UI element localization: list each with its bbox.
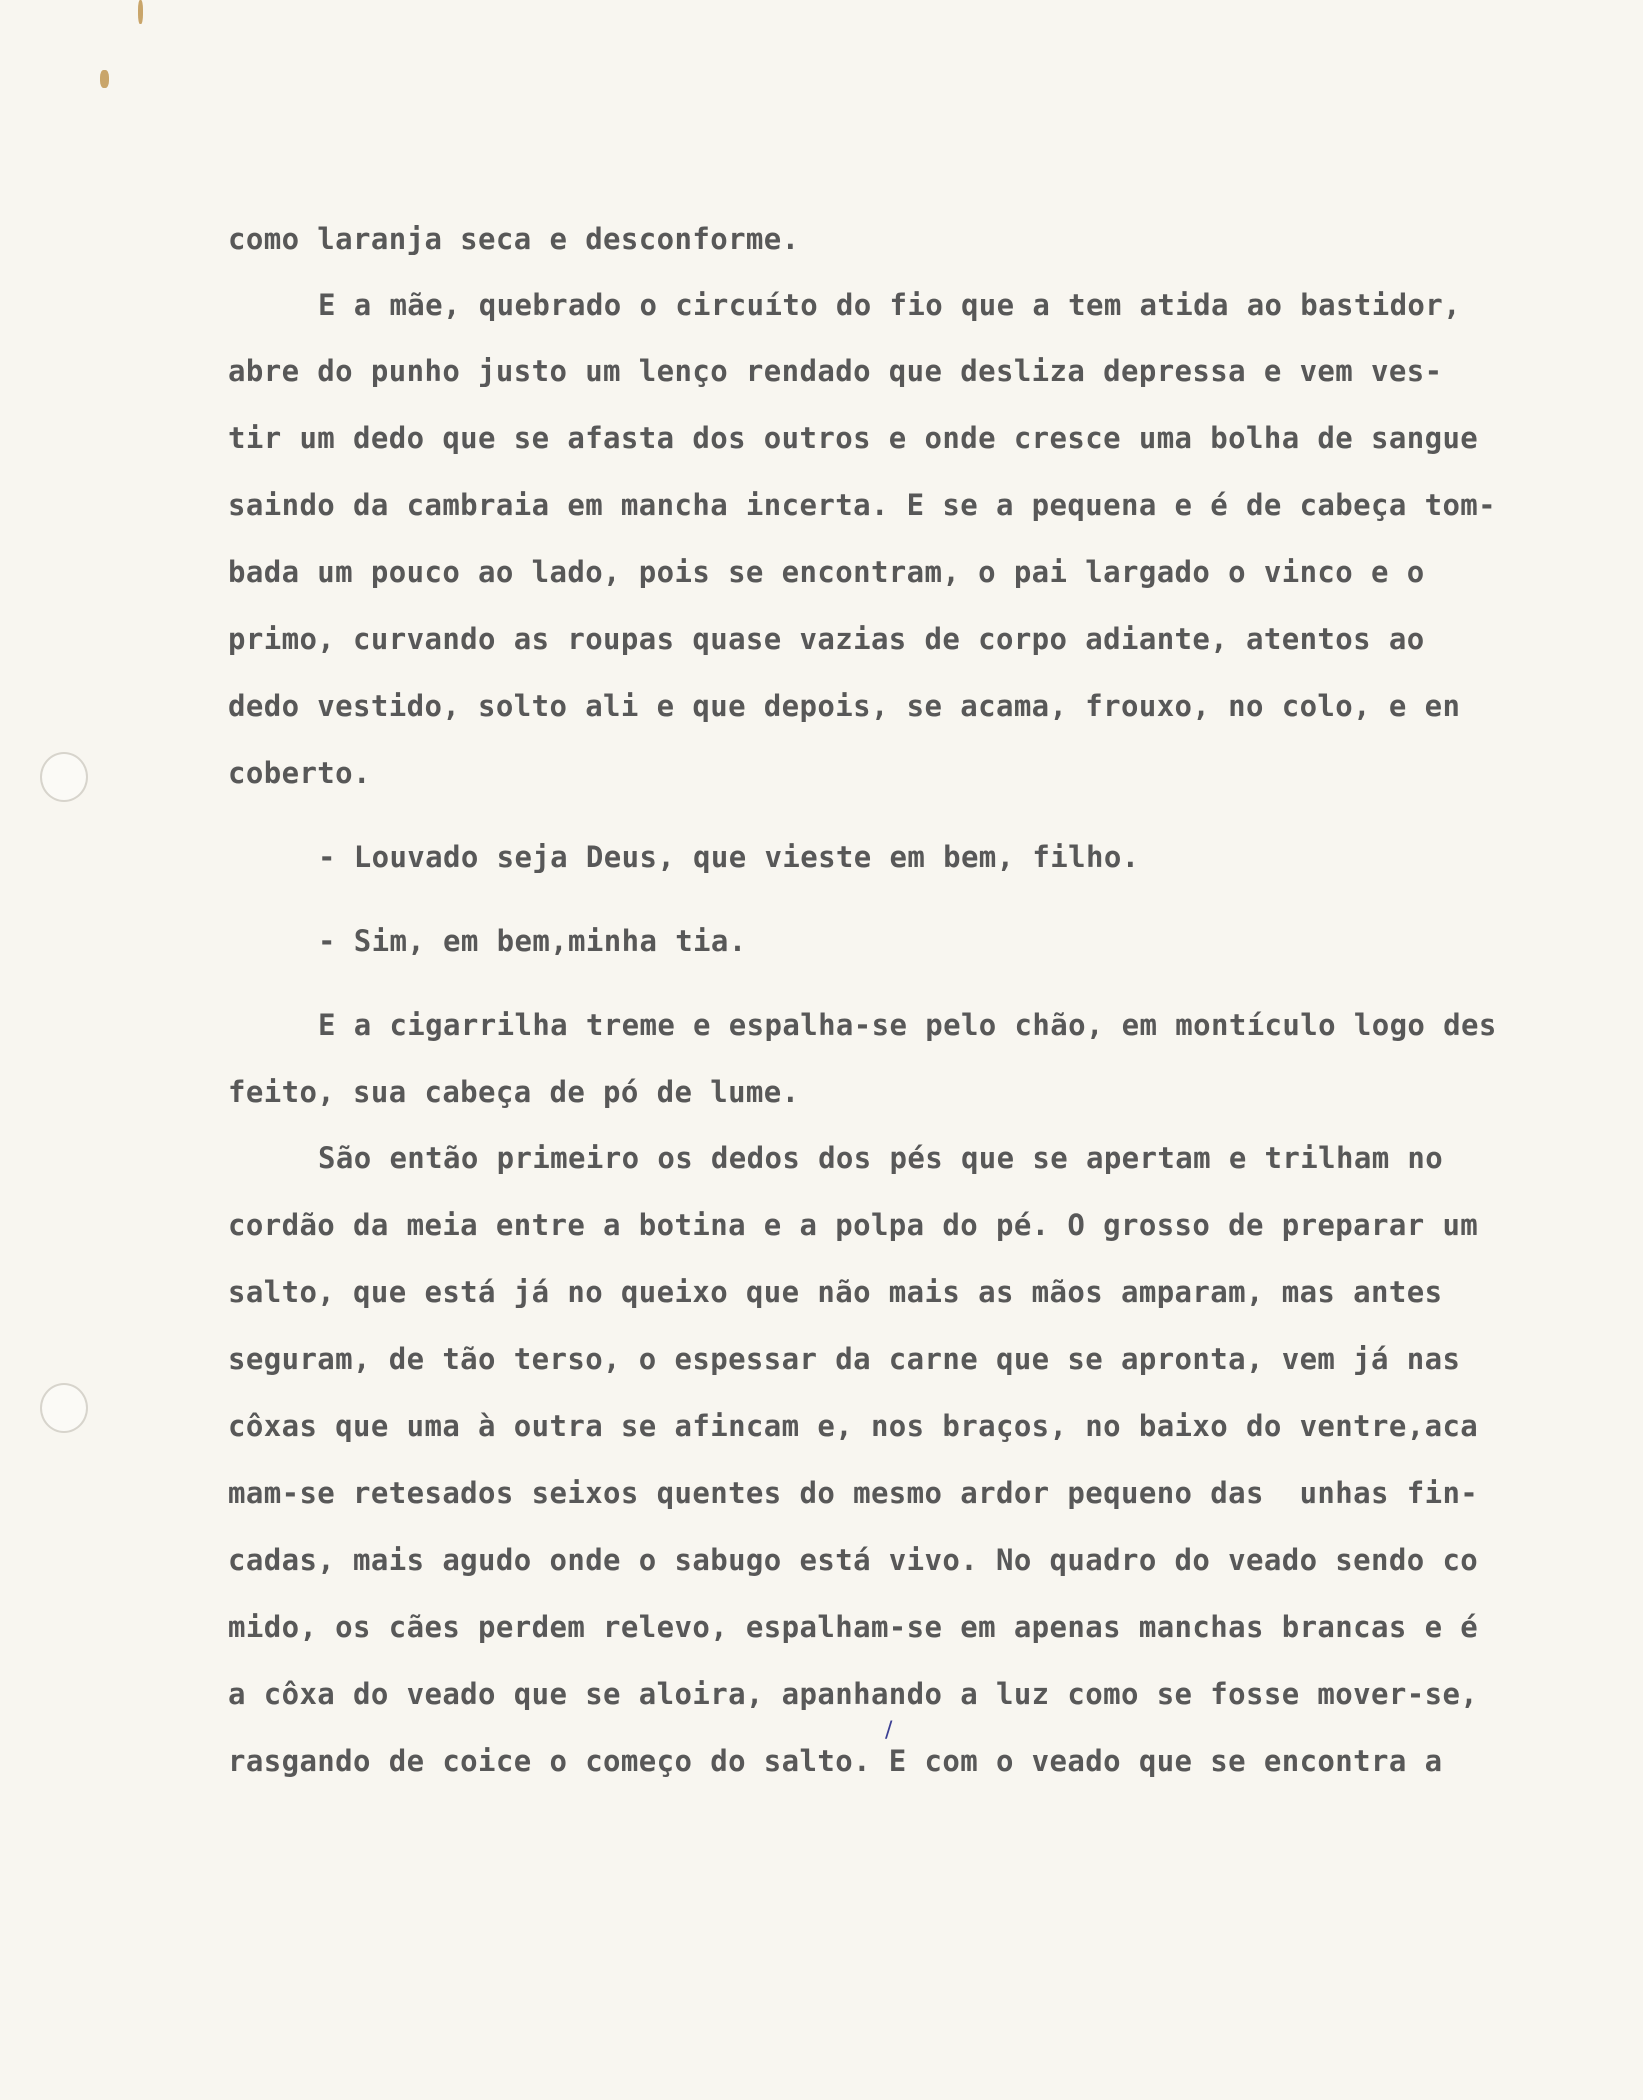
text-line: côxas que uma à outra se afincam e, nos braços, no baixo do ventre,aca (228, 1409, 1479, 1443)
text-line: salto, que está já no queixo que não mais as mãos amparam, mas antes (228, 1275, 1443, 1309)
pen-mark-icon: / (885, 1718, 893, 1743)
binder-hole (40, 1383, 88, 1433)
text-line: bada um pouco ao lado, pois se encontram, o pai largado o vinco e o (228, 555, 1425, 589)
text-line: tir um dedo que se afasta dos outros e onde cresce uma bolha de sangue (228, 421, 1479, 455)
text-line: abre do punho justo um lenço rendado que desliza depressa e vem ves- (228, 354, 1443, 388)
text-line: mido, os cães perdem relevo, espalham-se em apenas manchas brancas e é (228, 1610, 1479, 1644)
ink-stain (100, 70, 109, 88)
text-line: rasgando de coice o começo do salto. E com o veado que se encontra a (228, 1744, 1443, 1778)
text-line: cadas, mais agudo onde o sabugo está vivo. No quadro do veado sendo co (228, 1543, 1479, 1577)
text-line: seguram, de tão terso, o espessar da carne que se apronta, vem já nas (228, 1342, 1461, 1376)
binder-hole (40, 752, 88, 802)
text-line: São então primeiro os dedos dos pés que se apertam e trilham no (318, 1141, 1444, 1175)
text-line: primo, curvando as roupas quase vazias de corpo adiante, atentos ao (228, 622, 1425, 656)
text-line: dedo vestido, solto ali e que depois, se acama, frouxo, no colo, e en (228, 689, 1461, 723)
text-line: E a mãe, quebrado o circuíto do fio que a tem atida ao bastidor, (318, 288, 1462, 322)
text-line: a côxa do veado que se aloira, apanhando a luz como se fosse mover-se, (228, 1677, 1479, 1711)
text-line: feito, sua cabeça de pó de lume. (228, 1075, 800, 1109)
text-line: como laranja seca e desconforme. (228, 222, 800, 256)
text-line: E a cigarrilha treme e espalha-se pelo chão, em montículo logo des (318, 1008, 1497, 1042)
text-line: coberto. (228, 756, 371, 790)
ink-stain (138, 0, 143, 24)
text-line: cordão da meia entre a botina e a polpa do pé. O grosso de preparar um (228, 1208, 1479, 1242)
text-line: mam-se retesados seixos quentes do mesmo ardor pequeno das unhas fin- (228, 1476, 1479, 1510)
dialogue-line: - Louvado seja Deus, que vieste em bem, filho. (318, 840, 1140, 874)
dialogue-line: - Sim, em bem,minha tia. (318, 924, 747, 958)
text-line: saindo da cambraia em mancha incerta. E se a pequena e é de cabeça tom- (228, 488, 1497, 522)
